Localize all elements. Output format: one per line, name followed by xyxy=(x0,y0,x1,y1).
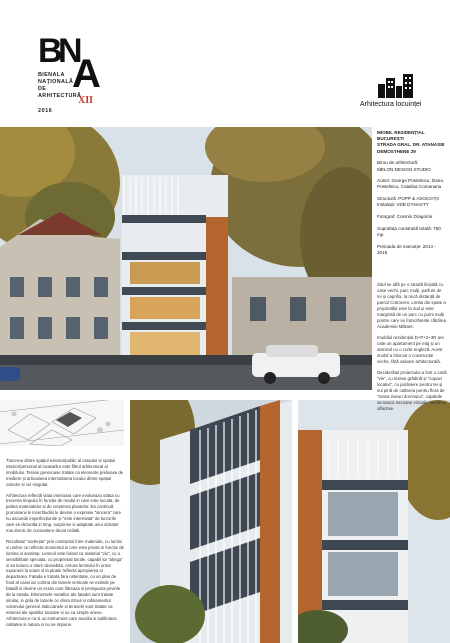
project-title xyxy=(377,130,447,155)
category-label: Arhitectura locuinței xyxy=(360,101,422,108)
authors-line: Autori: George Postelnicu, Dana xyxy=(377,178,443,184)
project-title-line: BUCUREȘTI xyxy=(377,136,404,142)
project-title-line: DEMOSTHENE 29 xyxy=(377,148,416,154)
authors-line: Postelnicu, Catalina Comanariu xyxy=(377,184,442,190)
project-period: Perioada de execuție: 2014 - 2015 xyxy=(377,243,436,255)
facade-detail-photo xyxy=(130,400,292,643)
project-title-line: STRADA GRAL. DR. ATANASIE xyxy=(377,142,445,148)
project-title-line: IMOBIL REZIDENȚIAL xyxy=(377,130,425,135)
concept-paragraph: Tracerea dintre spațiul exterior/public al orașului și spațiul interior/personal al locatarilor este filtrul arhitectural al imobilului. Terase generoase tratate ca elemente prelioase de mediere și articularea interioritarea locului dintre spațiul colectiv și cel singular. xyxy=(6,458,124,487)
project-engineering xyxy=(377,196,447,208)
office-label: Birou de arhitectură: xyxy=(377,160,419,166)
office-name: MELON DESIGN STUDIO xyxy=(377,166,431,172)
logo-subtitle-line: BIENALA xyxy=(38,72,65,78)
project-authors xyxy=(377,178,447,190)
concept-paragraph: Arhitectura reflectă viata interioara care evolueaza odata cu trecerea timpului în funcție de modul in care este locuita, de palma materialelor și de creșterea plantelor. Ea continuă promisiunii le incertitudini le devine o expresie "sincera" care nu ascunde imperfecțiunile și "este interesata" de lucrurile care se dezvolta in timp, surprinse si adaptate unui vizitator mai dornic de cunoastere decat ceilalti. xyxy=(6,492,122,533)
logo-subtitle-line: ARHITECTURĂ xyxy=(38,93,82,99)
logo-subtitle-line: DE xyxy=(38,86,47,92)
description-paragraph: Situl se află pe o stradă liniștită cu case vechi, parc mulți, parfum de tei și caprifoi, la mică distanță de parcul Cotroceni. Limita din spate a proprietății este la sud și este marginită de un parc cu pomi mulți printre care se întrezăreste clădirea Academiei Militare. xyxy=(377,282,447,329)
logo-subtitle-line: NAȚIONALĂ xyxy=(38,79,74,85)
site-plan-drawing xyxy=(0,400,124,446)
structure-line: Structură: POPP & ASOCIAȚII xyxy=(377,196,439,202)
logo-letter-b: B xyxy=(38,32,63,70)
side-elevation-photo xyxy=(298,400,450,643)
logo-letter-n: N xyxy=(58,32,83,70)
project-info xyxy=(377,130,447,262)
concept-text xyxy=(6,458,124,632)
logo-letter-a: A xyxy=(72,52,101,96)
concept-paragraph: Rezultatul "vorbește" prin contrastul între materiale, cu lumini si umbre ce reflecta momentul in care este privita in funcție de lumina si anotimp. Lemnul este folosit ca material "viu", cu o sensibilitate speciala, cu proprietati tactile, capabil sa "atinga" si sa induca o stare deosebita. Arsura lemnului în urma expunerii la soare si la ploaie reflecta apropierea si departarea. Fatada e tratata fara ostentatie, cu un plan de fond al casei iar cortina din lamele verticale se extinde pe fatadă si devine un ecran care filtreaza si protejeaza privirile de la strada. Elementele metalice ale fatadei sunt tratate similar, in grila de lamele ce ofera ritmul si rafinamentul volumului general. Balcoanele si terasele sunt tratate ca extensii ale spatiilor locative si nu ca simple anexe. Arhitectura e ca si un instrument care asculta si subliniaza calitatea si natura si nu se impune. xyxy=(6,538,124,627)
project-photographer: Fotograf: Cosmin Dragomir xyxy=(377,214,433,220)
project-area: Suprafața construită totală: 750 mp xyxy=(377,225,441,237)
edition-number: XII xyxy=(78,95,94,106)
logo-year: 2016 xyxy=(38,108,53,114)
description-paragraph: Deciderătul proiectului a fost o casă "vie", cu terase grădină și "copaci locativi", cu jardiniere pentru tei și sui pină de caltarea pentru flora de "mana riseuri domnului", capabile sa nasca sezoane vizuale, tactile și olfactive. xyxy=(377,370,447,411)
project-office xyxy=(377,160,447,172)
buildings-icon xyxy=(378,72,414,98)
street-view-photo xyxy=(0,127,372,390)
project-description xyxy=(377,282,447,417)
installations-line: Instalații: VDB DYNASTY xyxy=(377,202,429,208)
description-paragraph: Imobilul rezidențial D+P+2+3R are cate un apartament pe etaj și un demisol cu o curte engleză. Acest imobil a înlocuit o construcție veche, fără valoare arhitecturală. xyxy=(377,335,444,364)
